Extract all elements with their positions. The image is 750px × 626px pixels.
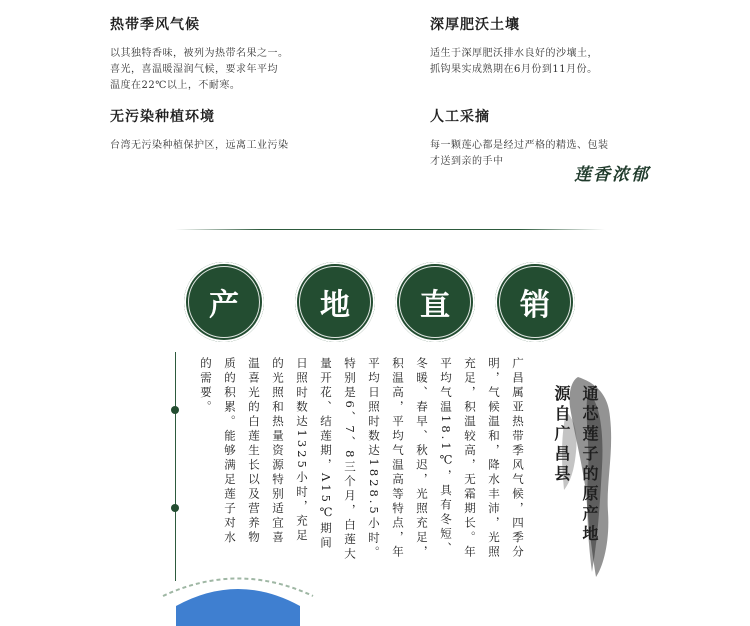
- text-column: 的光照和热量资源特别适宜喜: [271, 357, 285, 546]
- text-column: 平均日照时数达1828.5小时。: [367, 357, 381, 561]
- section-divider: [175, 229, 605, 230]
- seal-origin-2: [295, 262, 375, 342]
- feature-desc: 以其独特香味，被列为热带名果之一。 喜光，喜温暖湿润气候，要求年平均 温度在22℃以上，不耐寒。: [110, 48, 289, 91]
- seal-char: 直: [420, 288, 450, 323]
- seal-char: 地: [320, 288, 350, 323]
- text-column: 明，气候温和，降水丰沛，光照: [487, 357, 501, 560]
- text-column: 的需要。: [199, 357, 213, 415]
- text-column: 日照时数达1325小时，充足: [295, 357, 309, 544]
- text-column: 质的积累。能够满足莲子对水: [223, 357, 237, 546]
- side-title-line1: 通芯莲子的原产地: [580, 385, 599, 545]
- timeline-dot: [171, 406, 179, 414]
- feature-title: 热带季风气候: [110, 17, 200, 33]
- seal-direct-2: [495, 262, 575, 342]
- feature-title: 无污染种植环境: [110, 109, 215, 125]
- feature-title: 人工采摘: [430, 109, 490, 125]
- text-column: 充足，积温较高，无霜期长。年: [463, 357, 477, 560]
- seal-char: 产: [209, 288, 239, 323]
- feature-desc: 适生于深厚肥沃排水良好的沙壤土， 抓钩果实成熟期在6月份到11月份。: [430, 48, 598, 75]
- bottom-image-edge: [158, 566, 318, 626]
- text-column: 平均气温18.1℃，具有冬短、: [439, 357, 453, 557]
- feature-climate: [110, 14, 340, 94]
- feature-environment: [110, 106, 370, 154]
- side-title-line2: 源自广昌县: [552, 385, 571, 485]
- feature-desc: 每一颗莲心都是经过严格的精选、包装 才送到亲的手中: [430, 140, 609, 167]
- text-column: 冬暖、春早、秋迟，光照充足，: [415, 357, 429, 560]
- text-column: 积温高，平均气温高等特点，年: [391, 357, 405, 560]
- feature-title: 深厚肥沃土壤: [430, 17, 520, 33]
- text-column: 特别是6、7、8三个月，白莲大: [343, 357, 357, 562]
- text-column: 量开花、结莲期，Λ15℃期间: [319, 357, 333, 551]
- text-column: 广昌属亚热带季风气候，四季分: [511, 357, 525, 560]
- seal-direct-1: [395, 262, 475, 342]
- seal-char: 销: [520, 288, 550, 323]
- origin-description: [186, 357, 526, 581]
- text-column: 温喜光的白莲生长以及营养物: [247, 357, 261, 546]
- feature-desc: 台湾无污染种植保护区，远离工业污染: [110, 140, 289, 151]
- timeline-dot: [171, 504, 179, 512]
- seal-origin-1: [184, 262, 264, 342]
- feature-soil: [430, 14, 670, 78]
- signature-text: 莲香浓郁: [574, 165, 650, 185]
- timeline-line: [175, 352, 176, 581]
